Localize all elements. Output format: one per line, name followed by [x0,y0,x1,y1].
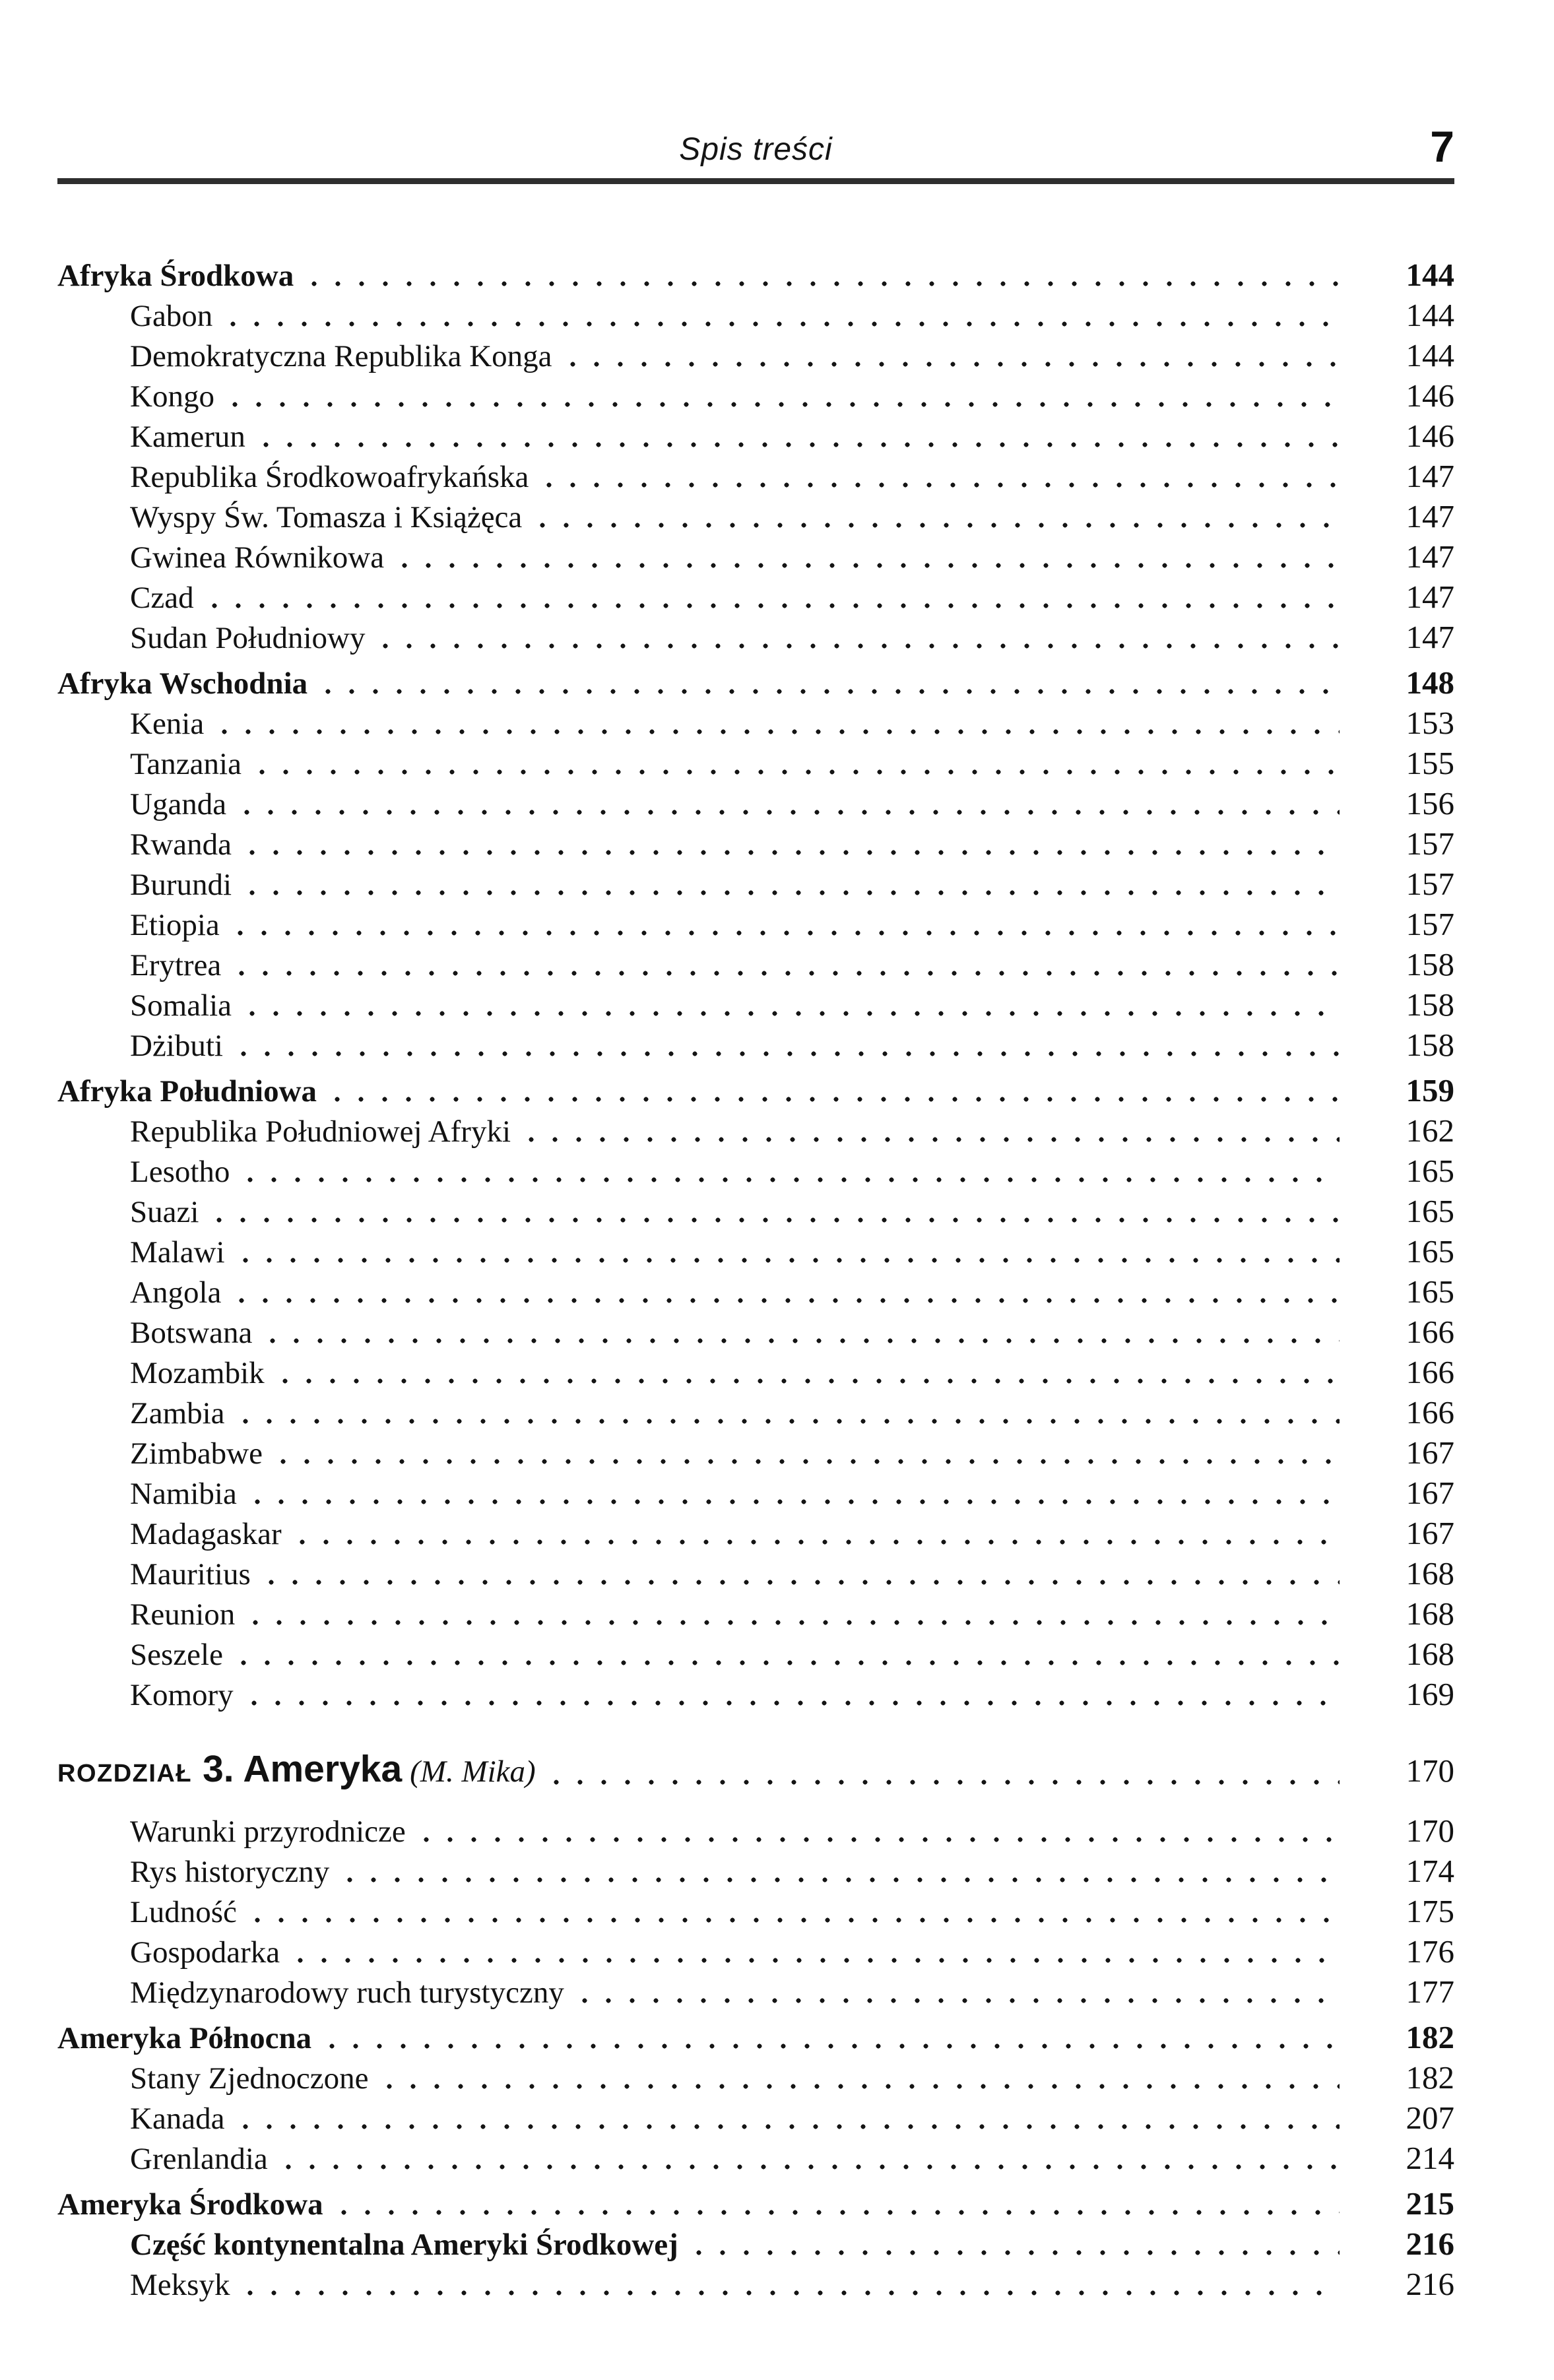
toc-entry-page: 144 [1406,337,1454,373]
dot-leader [581,1997,1340,2005]
toc-item-row [57,577,1454,617]
dot-leader [252,1619,1340,1626]
toc-entry-label: Tanzania [130,747,242,781]
toc-entry-label: Meksyk [130,2268,230,2302]
dot-leader [211,602,1340,610]
toc-entry-page: 144 [1406,297,1454,333]
toc-entry-page: 158 [1406,1027,1454,1063]
toc-item-row [57,703,1454,743]
toc-entry-page: 162 [1406,1112,1454,1149]
toc-entry-page: 156 [1406,785,1454,821]
toc-entry-label: Somalia [130,988,232,1023]
toc-entry-page: 165 [1406,1153,1454,1189]
toc-item-row [57,1151,1454,1191]
toc-item-row [57,1634,1454,1674]
toc-entry-label: Dżibuti [130,1029,223,1063]
dot-leader [242,1417,1340,1425]
toc-entry-page: 146 [1406,418,1454,454]
dot-leader [254,1916,1340,1924]
toc-list [57,249,1454,2304]
dot-leader [251,1699,1340,1707]
toc-entry-label: Zimbabwe [130,1436,263,1471]
dot-leader [232,401,1340,408]
toc-entry-label: Reunion [130,1597,236,1632]
toc-entry-label: Afryka Środkowa [57,259,294,293]
toc-entry-label: Warunki przyrodnicze [130,1815,406,1849]
toc-entry-page: 159 [1406,1072,1454,1109]
dot-leader [243,808,1340,816]
dot-leader [240,1659,1340,1667]
toc-entry-page: 182 [1406,2019,1454,2055]
toc-entry-label: Etiopia [130,908,220,942]
toc-entry-page: 158 [1406,986,1454,1023]
toc-entry-label: Madagaskar [130,1517,282,1551]
toc-section-row [57,1070,1454,1110]
toc-entry-page: 170 [1406,1753,1454,1789]
toc-entry-page: 176 [1406,1933,1454,1970]
toc-entry-label: Kenia [130,707,205,741]
toc-item-row [57,1674,1454,1714]
toc-entry-page: 165 [1406,1193,1454,1229]
dot-leader [282,1377,1340,1385]
toc-entry-label: Czad [130,581,194,615]
toc-entry-label: Wyspy Św. Tomasza i Książęca [130,500,523,534]
toc-section-row [57,255,1454,295]
toc-entry-label: Międzynarodowy ruch turystyczny [130,1976,564,2010]
dot-leader [263,441,1340,449]
dot-leader [386,2082,1340,2090]
page-header-title: Spis treści [679,132,833,167]
toc-item-row [57,1432,1454,1473]
toc-entry-label: Rwanda [130,827,232,862]
toc-entry-label: Mozambik [130,1356,265,1390]
dot-leader [238,1297,1340,1304]
toc-entry-page: 177 [1406,1974,1454,2010]
toc-entry-page: 146 [1406,377,1454,414]
toc-entry-label: Gwinea Równikowa [130,540,385,575]
dot-leader [237,929,1340,937]
toc-entry-label: Komory [130,1678,234,1712]
toc-item-row [57,743,1454,783]
toc-entry-page: 175 [1406,1893,1454,1929]
toc-item-row [57,1231,1454,1271]
toc-entry-label: Afryka Wschodnia [57,666,308,701]
dot-leader [299,1538,1340,1546]
dot-leader [569,360,1340,368]
dot-leader [216,1216,1340,1224]
toc-entry-page: 215 [1406,2185,1454,2222]
dot-leader [259,768,1340,776]
toc-entry-label: Stany Zjednoczone [130,2061,369,2096]
dot-leader [528,1136,1340,1143]
toc-entry-page: 144 [1406,257,1454,293]
toc-section-row [57,662,1454,703]
toc-item-row [57,2098,1454,2138]
running-head [57,92,1454,184]
toc-entry-label: Demokratyczna Republika Konga [130,339,552,373]
dot-leader [221,728,1340,736]
toc-entry-label: Angola [130,1275,222,1310]
toc-entry-label: Seszele [130,1638,223,1672]
dot-leader [247,2289,1340,2297]
toc-entry-page: 166 [1406,1394,1454,1431]
dot-leader [247,1176,1340,1184]
dot-leader [269,1337,1340,1345]
toc-entry-label: Afryka Południowa [57,1074,317,1109]
toc-item-row [57,904,1454,944]
toc-entry-label: Erytrea [130,948,222,982]
toc-entry-label: Rys historyczny [130,1855,330,1889]
dot-leader [334,1095,1340,1103]
toc-entry-page: 216 [1406,2266,1454,2302]
dot-leader [249,1010,1340,1017]
dot-leader [329,2042,1340,2050]
dot-leader [346,1876,1340,1884]
toc-item-row [57,2057,1454,2098]
toc-item-row [57,295,1454,335]
toc-entry-label: Republika Południowej Afryki [130,1114,511,1149]
toc-entry-page: 167 [1406,1434,1454,1471]
toc-entry-label: Ameryka Północna [57,2021,312,2055]
toc-entry-page: 153 [1406,705,1454,741]
dot-leader [325,688,1340,695]
toc-entry-label: Lesotho [130,1155,230,1189]
toc-item-row [57,823,1454,864]
toc-item-row [57,496,1454,536]
toc-entry-label: Gospodarka [130,1935,280,1970]
toc-section-row [57,2183,1454,2224]
toc-item-row [57,1513,1454,1553]
toc-item-row [57,1312,1454,1352]
toc-item-row [57,1271,1454,1312]
toc-entry-page: 158 [1406,946,1454,982]
toc-item-row [57,1851,1454,1891]
toc-item-row [57,1352,1454,1392]
dot-leader [553,1778,1340,1786]
toc-item-row [57,416,1454,456]
toc-entry-page: 165 [1406,1233,1454,1270]
toc-item-row [57,2138,1454,2178]
toc-entry-label: Mauritius [130,1557,251,1592]
toc-entry-label: Namibia [130,1477,237,1511]
toc-entry-label: Republika Środkowoafrykańska [130,460,529,494]
dot-leader [254,1498,1340,1506]
toc-entry-page: 214 [1406,2140,1454,2176]
toc-entry-page: 165 [1406,1273,1454,1310]
toc-entry-label: Burundi [130,868,232,902]
toc-item-row [57,2264,1454,2304]
dot-leader [297,1956,1340,1964]
dot-leader [340,2208,1340,2216]
dot-leader [311,280,1340,288]
dot-leader [696,2249,1340,2257]
toc-item-row [57,1972,1454,2012]
toc-entry-label [57,1745,536,1798]
toc-chapter-row [57,1745,1454,1793]
toc-chapter-kicker: ROZDZIAŁ [57,1760,193,1787]
toc-entry-page: 216 [1406,2226,1454,2262]
toc-item-row [57,536,1454,577]
toc-item-row [57,864,1454,904]
toc-entry-label: Kanada [130,2102,225,2136]
toc-entry-page: 168 [1406,1555,1454,1592]
toc-entry-page: 168 [1406,1595,1454,1632]
toc-entry-page: 157 [1406,866,1454,902]
toc-entry-label: Grenlandia [130,2142,268,2176]
toc-item-row [57,2224,1454,2264]
toc-entry-label: Część kontynentalna Ameryki Środkowej [130,2228,678,2262]
toc-item-row [57,1593,1454,1634]
toc-entry-label: Ludność [130,1895,237,1929]
toc-entry-page: 157 [1406,906,1454,942]
dot-leader [238,969,1340,977]
toc-entry-page: 182 [1406,2059,1454,2096]
toc-item-row [57,1392,1454,1432]
toc-chapter-title: 3. Ameryka [203,1748,403,1790]
toc-section-row [57,2017,1454,2057]
toc-item-row [57,335,1454,375]
toc-entry-page: 147 [1406,538,1454,575]
toc-entry-page: 170 [1406,1813,1454,1849]
toc-item-row [57,1473,1454,1513]
toc-entry-label: Gabon [130,299,213,333]
toc-item-row [57,1811,1454,1851]
toc-entry-page: 147 [1406,579,1454,615]
dot-leader [230,320,1340,328]
toc-item-row [57,1891,1454,1931]
toc-entry-label: Kamerun [130,420,245,454]
toc-entry-label: Malawi [130,1235,225,1270]
toc-item-row [57,1931,1454,1972]
toc-entry-page: 167 [1406,1515,1454,1551]
dot-leader [268,1578,1340,1586]
toc-entry-label: Zambia [130,1396,225,1431]
toc-entry-page: 166 [1406,1314,1454,1350]
toc-entry-page: 157 [1406,825,1454,862]
dot-leader [242,2123,1340,2131]
toc-entry-page: 207 [1406,2100,1454,2136]
toc-entry-page: 168 [1406,1636,1454,1672]
dot-leader [546,481,1340,489]
toc-entry-page: 174 [1406,1853,1454,1889]
toc-item-row [57,456,1454,496]
toc-item-row [57,375,1454,416]
toc-entry-page: 169 [1406,1676,1454,1712]
toc-item-row [57,1025,1454,1065]
dot-leader [285,2163,1340,2171]
toc-entry-page: 167 [1406,1475,1454,1511]
dot-leader [249,889,1340,897]
toc-entry-page: 166 [1406,1354,1454,1390]
toc-item-row [57,783,1454,823]
dot-leader [423,1836,1340,1844]
toc-chapter-author: (M. Mika) [410,1754,536,1789]
toc-item-row [57,1553,1454,1593]
toc-item-row [57,944,1454,984]
toc-entry-page: 148 [1406,664,1454,701]
toc-item-row [57,1110,1454,1151]
toc-entry-page: 147 [1406,458,1454,494]
dot-leader [280,1458,1340,1465]
toc-entry-label: Kongo [130,379,214,414]
dot-leader [249,849,1340,856]
dot-leader [401,562,1340,569]
toc-entry-label: Botswana [130,1316,253,1350]
toc-entry-label: Suazi [130,1195,199,1229]
toc-item-row [57,617,1454,657]
toc-entry-page: 147 [1406,619,1454,655]
toc-entry-page: 147 [1406,498,1454,534]
dot-leader [242,1256,1340,1264]
toc-entry-label: Uganda [130,787,227,821]
toc-item-row [57,1191,1454,1231]
dot-leader [240,1050,1340,1058]
toc-item-row [57,984,1454,1025]
toc-entry-page: 155 [1406,745,1454,781]
page-number: 7 [1430,122,1454,171]
toc-entry-label: Ameryka Środkowa [57,2187,323,2222]
dot-leader [382,642,1340,650]
toc-entry-label: Sudan Południowy [130,621,366,655]
dot-leader [539,521,1340,529]
